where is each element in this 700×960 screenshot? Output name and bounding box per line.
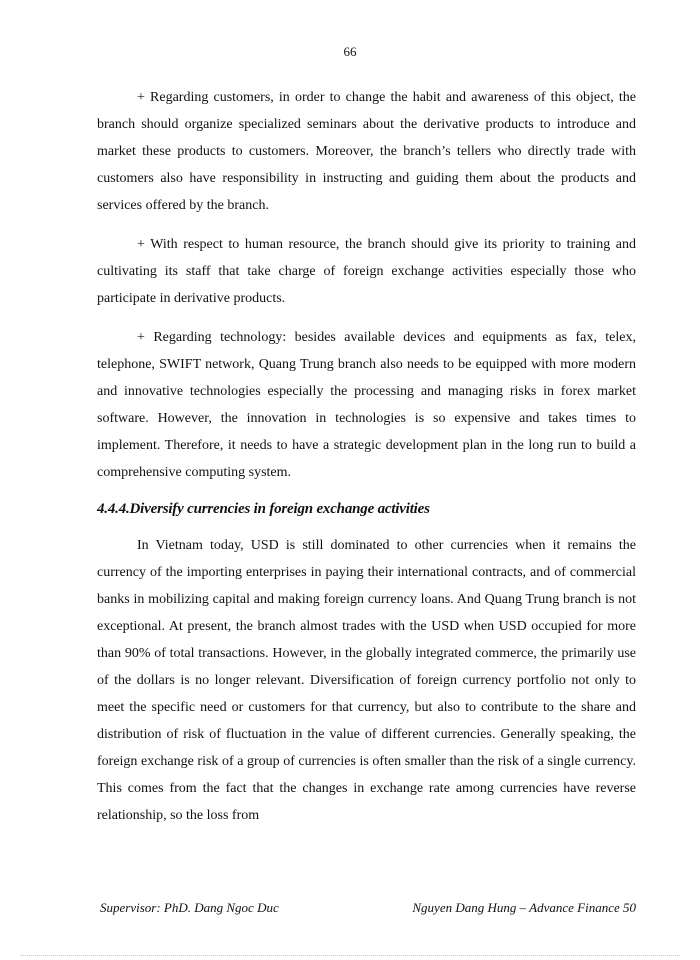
- section-heading: 4.4.4.Diversify currencies in foreign exchange activities: [97, 501, 430, 517]
- paragraph-customers: + Regarding customers, in order to change the habit and awareness of this object, the branch should organize specialized seminars about the derivative products to introduce and market these products to customers. Moreover, the branch’s tellers who directly trade with customers also have responsibility in instructing and guiding them about the products and services offered by the branch.: [97, 90, 636, 213]
- page-bottom-divider: [20, 955, 680, 956]
- paragraph-human-resource: + With respect to human resource, the branch should give its priority to training and cultivating its staff that take charge of foreign exchange activities especially those who participate in derivative products.: [97, 237, 636, 306]
- footer-supervisor: Supervisor: PhD. Dang Ngoc Duc: [100, 900, 279, 915]
- document-body: [97, 84, 636, 841]
- footer-author: Nguyen Dang Hung – Advance Finance 50: [412, 900, 636, 915]
- paragraph-technology: + Regarding technology: besides available devices and equipments as fax, telex, telephone, SWIFT network, Quang Trung branch also needs to be equipped with more modern and innovative technologies especially the processing and managing risks in forex market software. However, the innovation in technologies is so expensive and takes times to implement. Therefore, it needs to have a strategic development plan in the long run to build a comprehensive computing system.: [97, 330, 636, 480]
- paragraph-diversify: In Vietnam today, USD is still dominated to other currencies when it remains the currency of the importing enterprises in paying their international contracts, and of commercial banks in mobilizing capital and making foreign currency loans. And Quang Trung branch is not exceptional. At present, the branch almost trades with the USD when USD occupied for more than 90% of total transactions. However, in the globally integrated commerce, the primarily use of the dollars is no longer relevant. Diversification of foreign currency portfolio not only to meet the specific need or customers for that currency, but also to contribute to the share and distribution of risk of fluctuation in the value of different currencies. Generally speaking, the foreign exchange risk of a group of currencies is often smaller than the risk of a single currency. This comes from the fact that the changes in exchange rate among currencies have reverse relationship, so the loss from: [97, 538, 636, 823]
- page-footer: [100, 900, 636, 916]
- page-number: 66: [343, 44, 357, 59]
